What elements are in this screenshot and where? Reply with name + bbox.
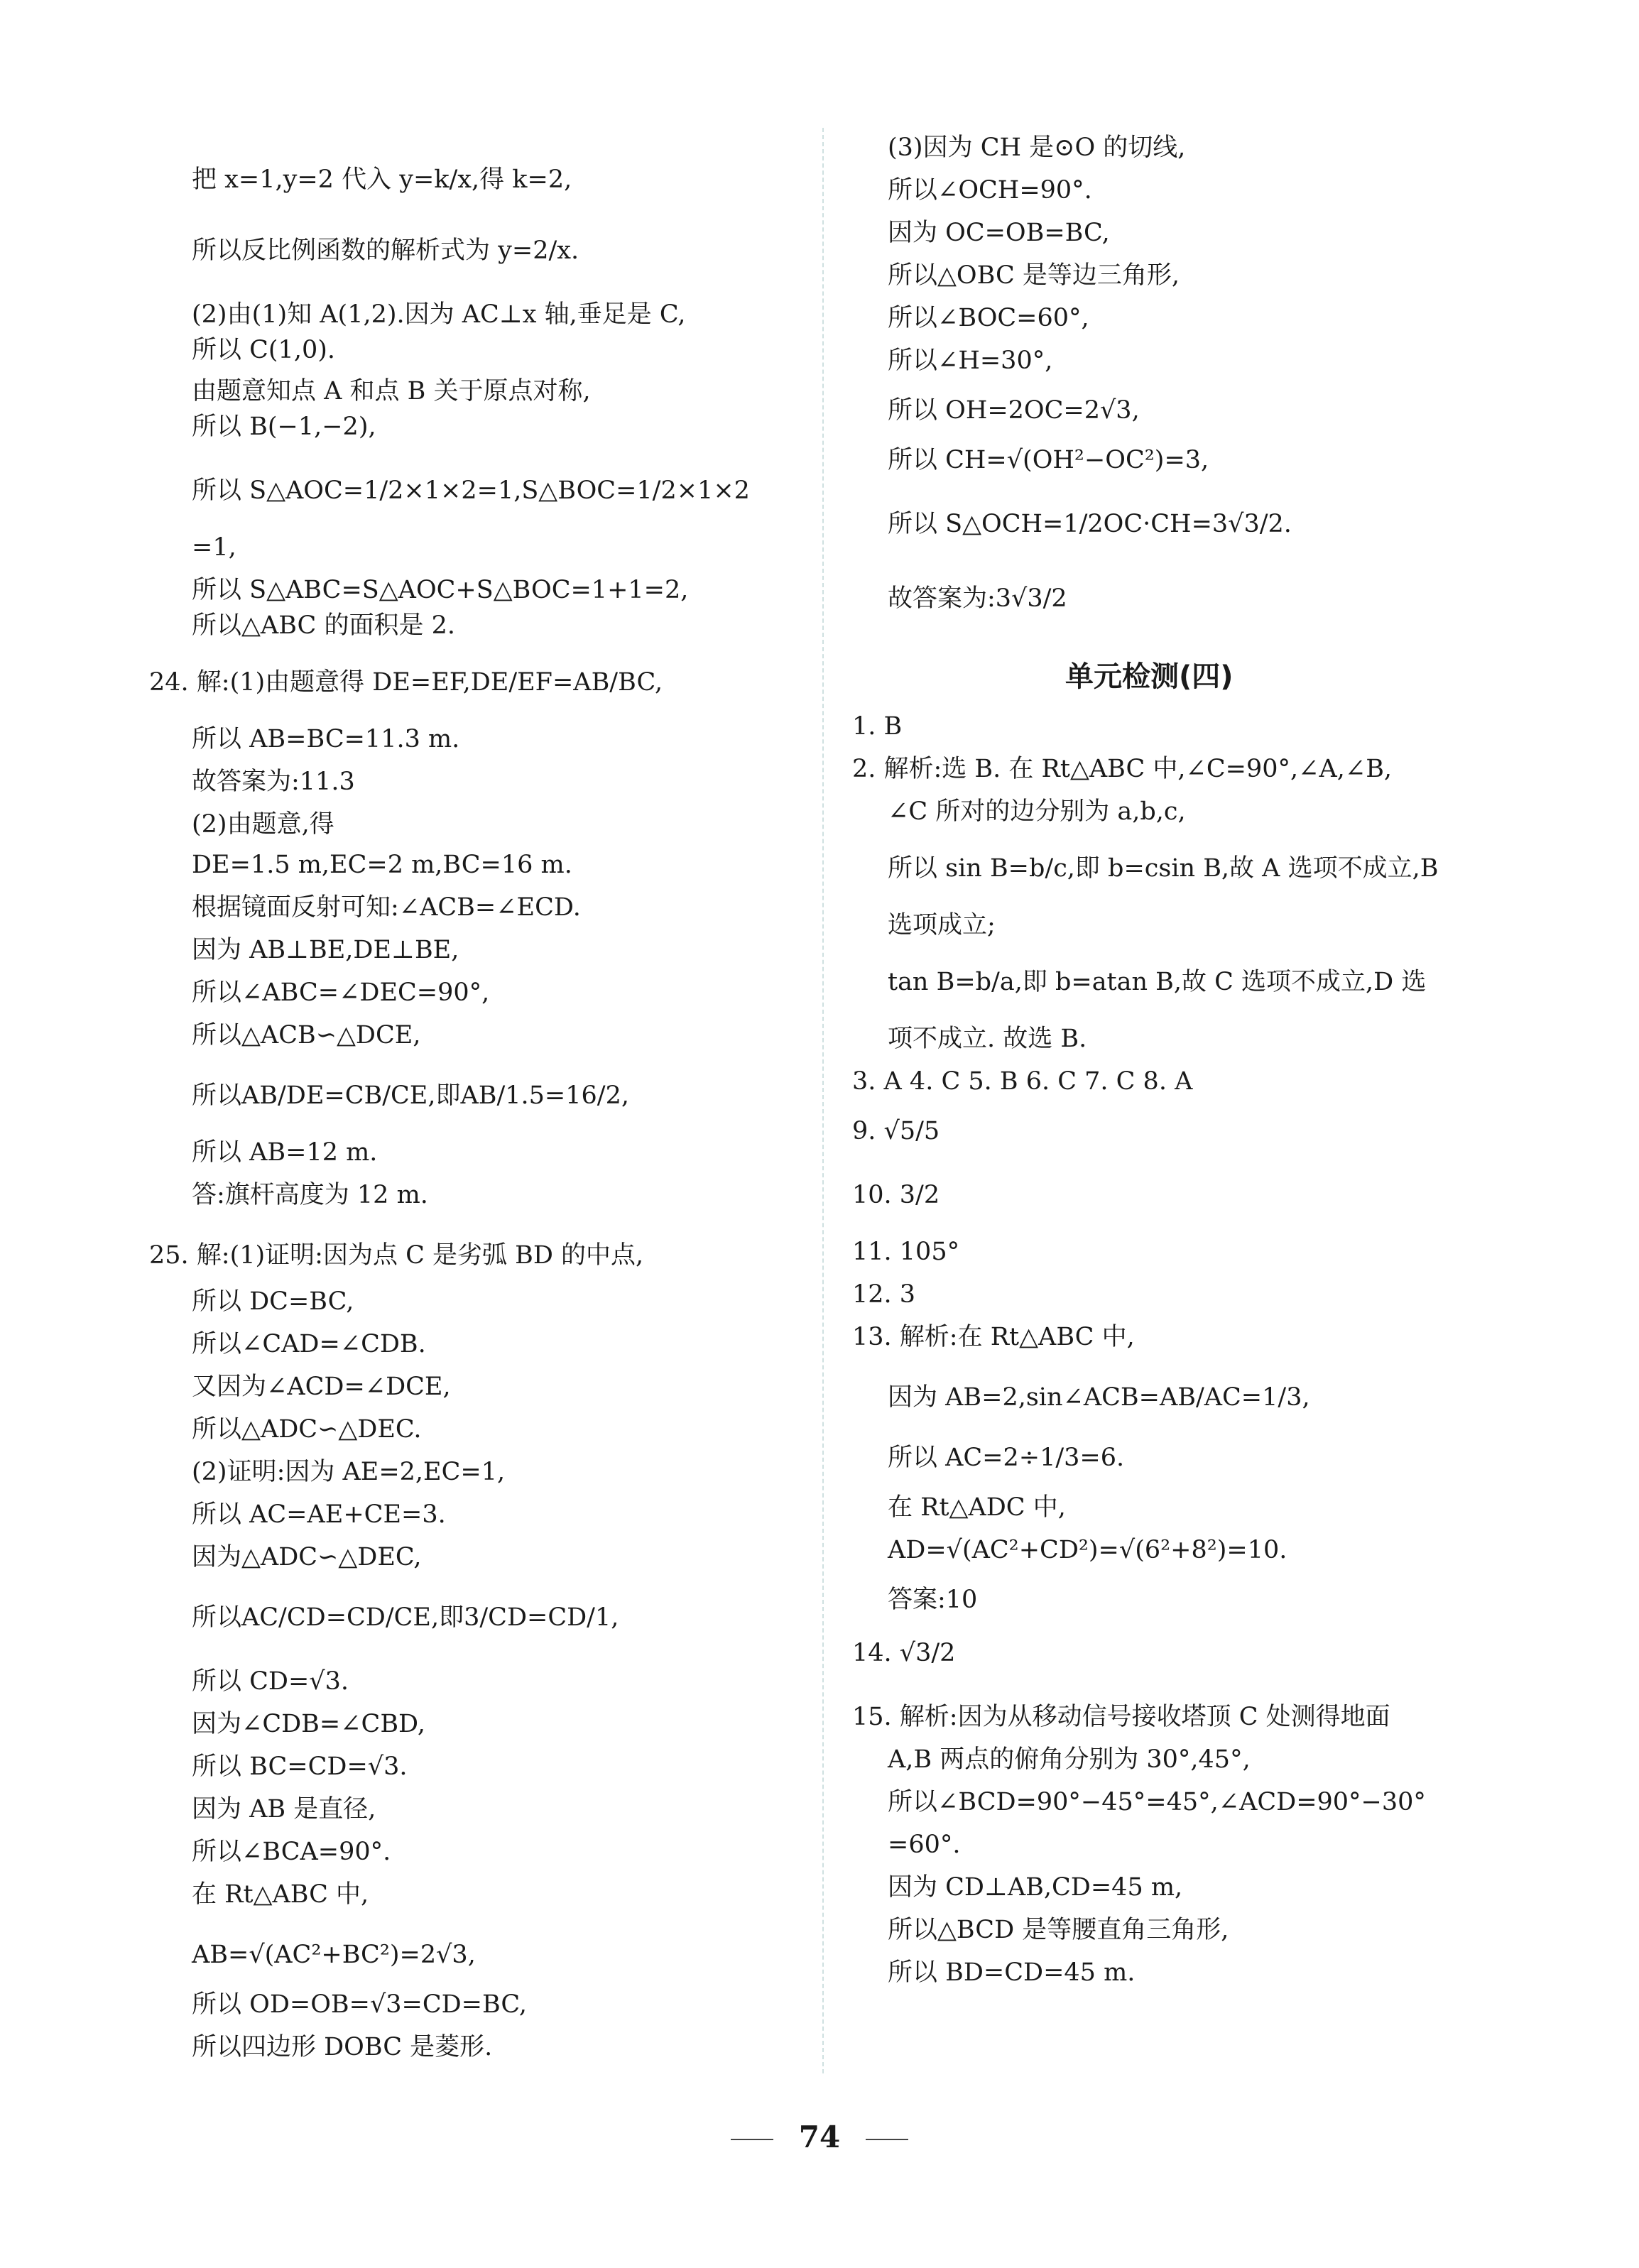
right-line: 所以∠OCH=90°. xyxy=(888,176,1092,205)
right-line: 因为 OC=OB=BC, xyxy=(888,219,1110,247)
left-line: 因为△ADC∽△DEC, xyxy=(192,1543,422,1571)
right-line: 9. √5/5 xyxy=(852,1117,940,1145)
left-line: 所以 S△ABC=S△AOC+S△BOC=1+1=2, xyxy=(192,576,689,604)
right-line: 答案:10 xyxy=(888,1586,978,1614)
left-line: 所以 AC=AE+CE=3. xyxy=(192,1500,446,1529)
right-line: 12. 3 xyxy=(852,1280,916,1309)
right-line: 2. 解析:选 B. 在 Rt△ABC 中,∠C=90°,∠A,∠B, xyxy=(852,755,1393,783)
left-line: 所以△ACB∽△DCE, xyxy=(192,1021,421,1050)
right-line: 选项成立; xyxy=(888,911,996,939)
right-line: 11. 105° xyxy=(852,1238,960,1266)
left-line: 根据镜面反射可知:∠ACB=∠ECD. xyxy=(192,893,581,922)
right-line: 项不成立. 故选 B. xyxy=(888,1025,1087,1053)
right-line: 15. 解析:因为从移动信号接收塔顶 C 处测得地面 xyxy=(852,1703,1390,1731)
left-line: 由题意知点 A 和点 B 关于原点对称, xyxy=(192,377,591,405)
right-line: 所以 CH=√(OH²−OC²)=3, xyxy=(888,446,1209,474)
left-line: 所以∠ABC=∠DEC=90°, xyxy=(192,978,490,1007)
left-line: 所以AB/DE=CB/CE,即AB/1.5=16/2, xyxy=(192,1081,629,1110)
right-line: 1. B xyxy=(852,712,903,741)
left-line: 25. 解:(1)证明:因为点 C 是劣弧 BD 的中点, xyxy=(149,1241,644,1270)
right-line: 因为 CD⊥AB,CD=45 m, xyxy=(888,1873,1183,1902)
right-line: 所以 OH=2OC=2√3, xyxy=(888,396,1140,425)
left-line: 又因为∠ACD=∠DCE, xyxy=(192,1373,451,1401)
right-line: 所以∠H=30°, xyxy=(888,347,1053,375)
right-line: 因为 AB=2,sin∠ACB=AB/AC=1/3, xyxy=(888,1383,1310,1412)
column-divider xyxy=(822,128,824,2073)
right-line: 14. √3/2 xyxy=(852,1639,956,1667)
left-line: AB=√(AC²+BC²)=2√3, xyxy=(192,1941,476,1969)
right-line: 所以 S△OCH=1/2OC·CH=3√3/2. xyxy=(888,510,1292,538)
right-line: ∠C 所对的边分别为 a,b,c, xyxy=(888,797,1186,826)
right-line: 单元检测(四) xyxy=(1065,660,1234,693)
right-line: 13. 解析:在 Rt△ABC 中, xyxy=(852,1323,1135,1351)
right-line: 所以 sin B=b/c,即 b=csin B,故 A 选项不成立,B xyxy=(888,854,1439,883)
right-line: tan B=b/a,即 b=atan B,故 C 选项不成立,D 选 xyxy=(888,968,1427,996)
right-line: 所以△BCD 是等腰直角三角形, xyxy=(888,1916,1229,1944)
left-line: (2)由题意,得 xyxy=(192,810,334,839)
left-line: 所以 CD=√3. xyxy=(192,1667,349,1696)
right-line: =60°. xyxy=(888,1831,961,1859)
left-line: 所以∠BCA=90°. xyxy=(192,1838,391,1866)
left-line: 所以四边形 DOBC 是菱形. xyxy=(192,2033,493,2061)
left-line: 所以 OD=OB=√3=CD=BC, xyxy=(192,1990,528,2019)
right-line: A,B 两点的俯角分别为 30°,45°, xyxy=(888,1745,1251,1774)
left-line: 24. 解:(1)由题意得 DE=EF,DE/EF=AB/BC, xyxy=(149,668,663,697)
left-line: 所以△ADC∽△DEC. xyxy=(192,1415,422,1444)
right-line: 故答案为:3√3/2 xyxy=(888,584,1067,613)
right-line: (3)因为 CH 是⊙O 的切线, xyxy=(888,133,1186,162)
left-line: (2)证明:因为 AE=2,EC=1, xyxy=(192,1458,506,1486)
page-number: 74 xyxy=(0,2120,1639,2154)
left-line: 把 x=1,y=2 代入 y=k/x,得 k=2, xyxy=(192,165,572,194)
right-line: 10. 3/2 xyxy=(852,1181,940,1209)
left-line: 所以 AB=BC=11.3 m. xyxy=(192,725,460,753)
left-line: 故答案为:11.3 xyxy=(192,768,355,796)
left-line: 所以 DC=BC, xyxy=(192,1287,354,1316)
left-line: 所以 BC=CD=√3. xyxy=(192,1752,408,1781)
right-line: 所以∠BOC=60°, xyxy=(888,304,1089,332)
left-line: 答:旗杆高度为 12 m. xyxy=(192,1181,428,1209)
left-line: =1, xyxy=(192,533,236,562)
left-line: 所以AC/CD=CD/CE,即3/CD=CD/1, xyxy=(192,1603,619,1632)
left-line: 因为∠CDB=∠CBD, xyxy=(192,1710,425,1738)
left-line: 所以 B(−1,−2), xyxy=(192,413,376,441)
left-line: (2)由(1)知 A(1,2).因为 AC⊥x 轴,垂足是 C, xyxy=(192,300,686,329)
right-line: AD=√(AC²+CD²)=√(6²+8²)=10. xyxy=(888,1536,1287,1564)
left-line: 所以△ABC 的面积是 2. xyxy=(192,611,455,640)
right-line: 所以∠BCD=90°−45°=45°,∠ACD=90°−30° xyxy=(888,1788,1426,1816)
right-line: 在 Rt△ADC 中, xyxy=(888,1493,1066,1522)
left-line: 因为 AB⊥BE,DE⊥BE, xyxy=(192,936,459,964)
left-line: 所以 S△AOC=1/2×1×2=1,S△BOC=1/2×1×2 xyxy=(192,476,750,505)
right-line: 3. A 4. C 5. B 6. C 7. C 8. A xyxy=(852,1067,1193,1096)
left-line: 在 Rt△ABC 中, xyxy=(192,1880,369,1909)
left-line: 因为 AB 是直径, xyxy=(192,1795,376,1823)
left-line: 所以 C(1,0). xyxy=(192,336,336,364)
right-line: 所以 BD=CD=45 m. xyxy=(888,1958,1136,1987)
right-line: 所以 AC=2÷1/3=6. xyxy=(888,1444,1125,1472)
left-line: 所以∠CAD=∠CDB. xyxy=(192,1330,426,1358)
left-line: 所以 AB=12 m. xyxy=(192,1138,378,1167)
left-line: DE=1.5 m,EC=2 m,BC=16 m. xyxy=(192,851,572,879)
left-line: 所以反比例函数的解析式为 y=2/x. xyxy=(192,236,579,265)
right-line: 所以△OBC 是等边三角形, xyxy=(888,261,1180,290)
